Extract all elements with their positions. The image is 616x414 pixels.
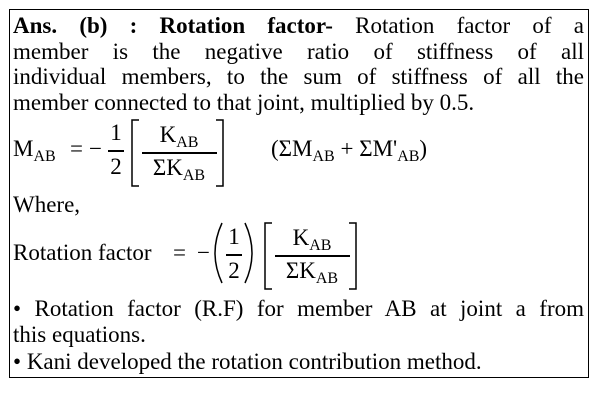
intro-line-4: member connected to that joint, multiplied by 0.5. (13, 90, 475, 115)
bullet-1-line-1: • Rotation factor (R.F) for member AB at joint a from (13, 296, 584, 321)
eq2-minus: − (197, 240, 210, 265)
bullet-icon: • (13, 349, 22, 374)
bullet-2: • Kani developed the rotation contribution method. (13, 349, 482, 374)
intro-line-1-rest: Rotation factor of a (332, 13, 584, 38)
eq1-equals: = (70, 136, 83, 161)
intro-line-2: member is the negative ratio of stiffness of all (13, 39, 584, 64)
eq2-fraction-bar (275, 255, 350, 257)
eq1-denominator: $\Sigma K_{AB}$ (152, 155, 206, 184)
eq2-half-num: 1 (228, 224, 240, 249)
bullet-icon: • (13, 296, 22, 321)
eq2-numerator: $K_{AB}$ (292, 225, 332, 254)
answer-heading: Ans. (b) : Rotation factor- (13, 13, 333, 38)
bullet-1-line-2: this equations. (13, 322, 146, 347)
intro-line-3: individual members, to the sum of stiffness of all the (13, 64, 584, 89)
eq2-lhs: Rotation factor (13, 240, 152, 265)
eq1-half-den: 2 (110, 154, 122, 179)
eq2-half-bar (226, 254, 242, 256)
eq2-half-den: 2 (228, 258, 240, 283)
eq1-lhs: $M_{AB}$ (13, 136, 56, 165)
eq1-minus: − (89, 136, 102, 161)
eq2-equals: = (173, 240, 186, 265)
eq1-half-num: 1 (110, 120, 122, 145)
eq1-numerator: $K_{AB}$ (159, 122, 199, 151)
where-label: Where, (13, 192, 81, 217)
eq2-denominator: $\Sigma K_{AB}$ (285, 258, 339, 287)
eq1-aside: $(\Sigma M_{AB} + \Sigma M'_{AB})$ (271, 136, 428, 165)
